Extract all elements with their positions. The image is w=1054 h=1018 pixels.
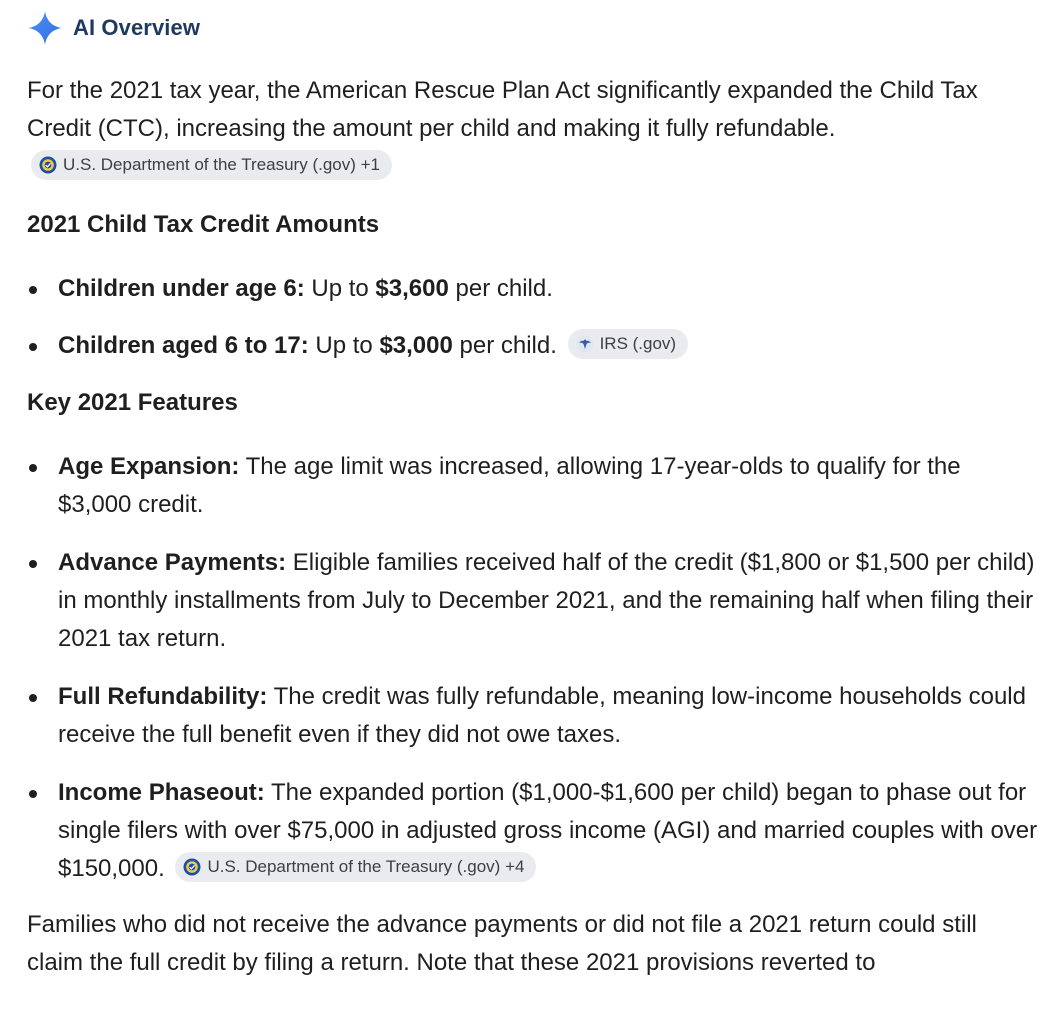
amounts-heading: 2021 Child Tax Credit Amounts: [27, 211, 380, 238]
intro-paragraph: [27, 72, 1039, 186]
item-label: Advance Payments:: [58, 549, 287, 576]
citation-label: IRS (.gov): [599, 333, 677, 353]
ai-overview-header: [27, 10, 200, 46]
bullet-icon: [29, 790, 37, 798]
irs-eagle-icon: [576, 335, 594, 353]
bullet-icon: [29, 560, 37, 568]
citation-chip-treasury[interactable]: [31, 150, 392, 180]
citation-label: U.S. Department of the Treasury (.gov) +1: [63, 154, 380, 174]
citation-chip-irs[interactable]: [568, 329, 689, 359]
list-item: [27, 678, 1039, 754]
item-label: Children under age 6:: [58, 275, 305, 302]
item-label: Full Refundability:: [58, 683, 268, 710]
list-item: [27, 448, 1039, 524]
features-list: [27, 448, 1039, 888]
amounts-list: [27, 270, 1039, 365]
treasury-seal-icon: [39, 156, 57, 174]
closing-text: Families who did not receive the advance payments or did not file a 2021 return could still claim the full credit by filing a return. Note that these 2021 provisions reverted to: [27, 911, 977, 976]
item-label: Age Expansion:: [58, 453, 240, 480]
bullet-icon: [29, 286, 37, 294]
item-text: Eligible families received half of the credit ($1,800 or $1,500 per child) in monthly installments from July to December 2021, and the remaining half when filing their 2021 tax return.: [58, 549, 1035, 652]
bullet-icon: [29, 343, 37, 351]
features-heading: Key 2021 Features: [27, 389, 238, 416]
ai-overview-content: [27, 72, 1039, 982]
intro-text: For the 2021 tax year, the American Rescue Plan Act significantly expanded the Child Tax Credit (CTC), increasing the amount per child and making it fully refundable.: [27, 77, 978, 142]
item-text: per child.: [459, 332, 557, 359]
item-label: Children aged 6 to 17:: [58, 332, 309, 359]
bullet-icon: [29, 694, 37, 702]
closing-paragraph: [27, 906, 1039, 982]
ai-overview-title: AI Overview: [73, 15, 201, 40]
citation-chip-treasury-2[interactable]: [175, 852, 536, 882]
list-item: [27, 270, 1039, 308]
item-label: Income Phaseout:: [58, 779, 265, 806]
item-text: The expanded portion ($1,000-$1,600 per child) began to phase out for single filers with over $75,000 in adjusted gross income (AGI) and married couples with over $150,000.: [58, 779, 1038, 882]
bullet-icon: [29, 464, 37, 472]
sparkle-icon: [27, 10, 63, 46]
item-text: Up to: [315, 332, 373, 359]
item-text: The age limit was increased, allowing 17-year-olds to qualify for the $3,000 credit.: [58, 453, 961, 518]
item-text: The credit was fully refundable, meaning low-income households could receive the full benefit even if they did not owe taxes.: [58, 683, 1026, 748]
item-amount: $3,600: [375, 275, 449, 302]
list-item: [27, 544, 1039, 658]
item-text: Up to: [311, 275, 369, 302]
list-item: [27, 774, 1039, 888]
item-amount: $3,000: [379, 332, 453, 359]
citation-label: U.S. Department of the Treasury (.gov) +4: [207, 856, 525, 876]
list-item: [27, 327, 1039, 365]
treasury-seal-icon: [183, 858, 201, 876]
item-text: per child.: [455, 275, 553, 302]
